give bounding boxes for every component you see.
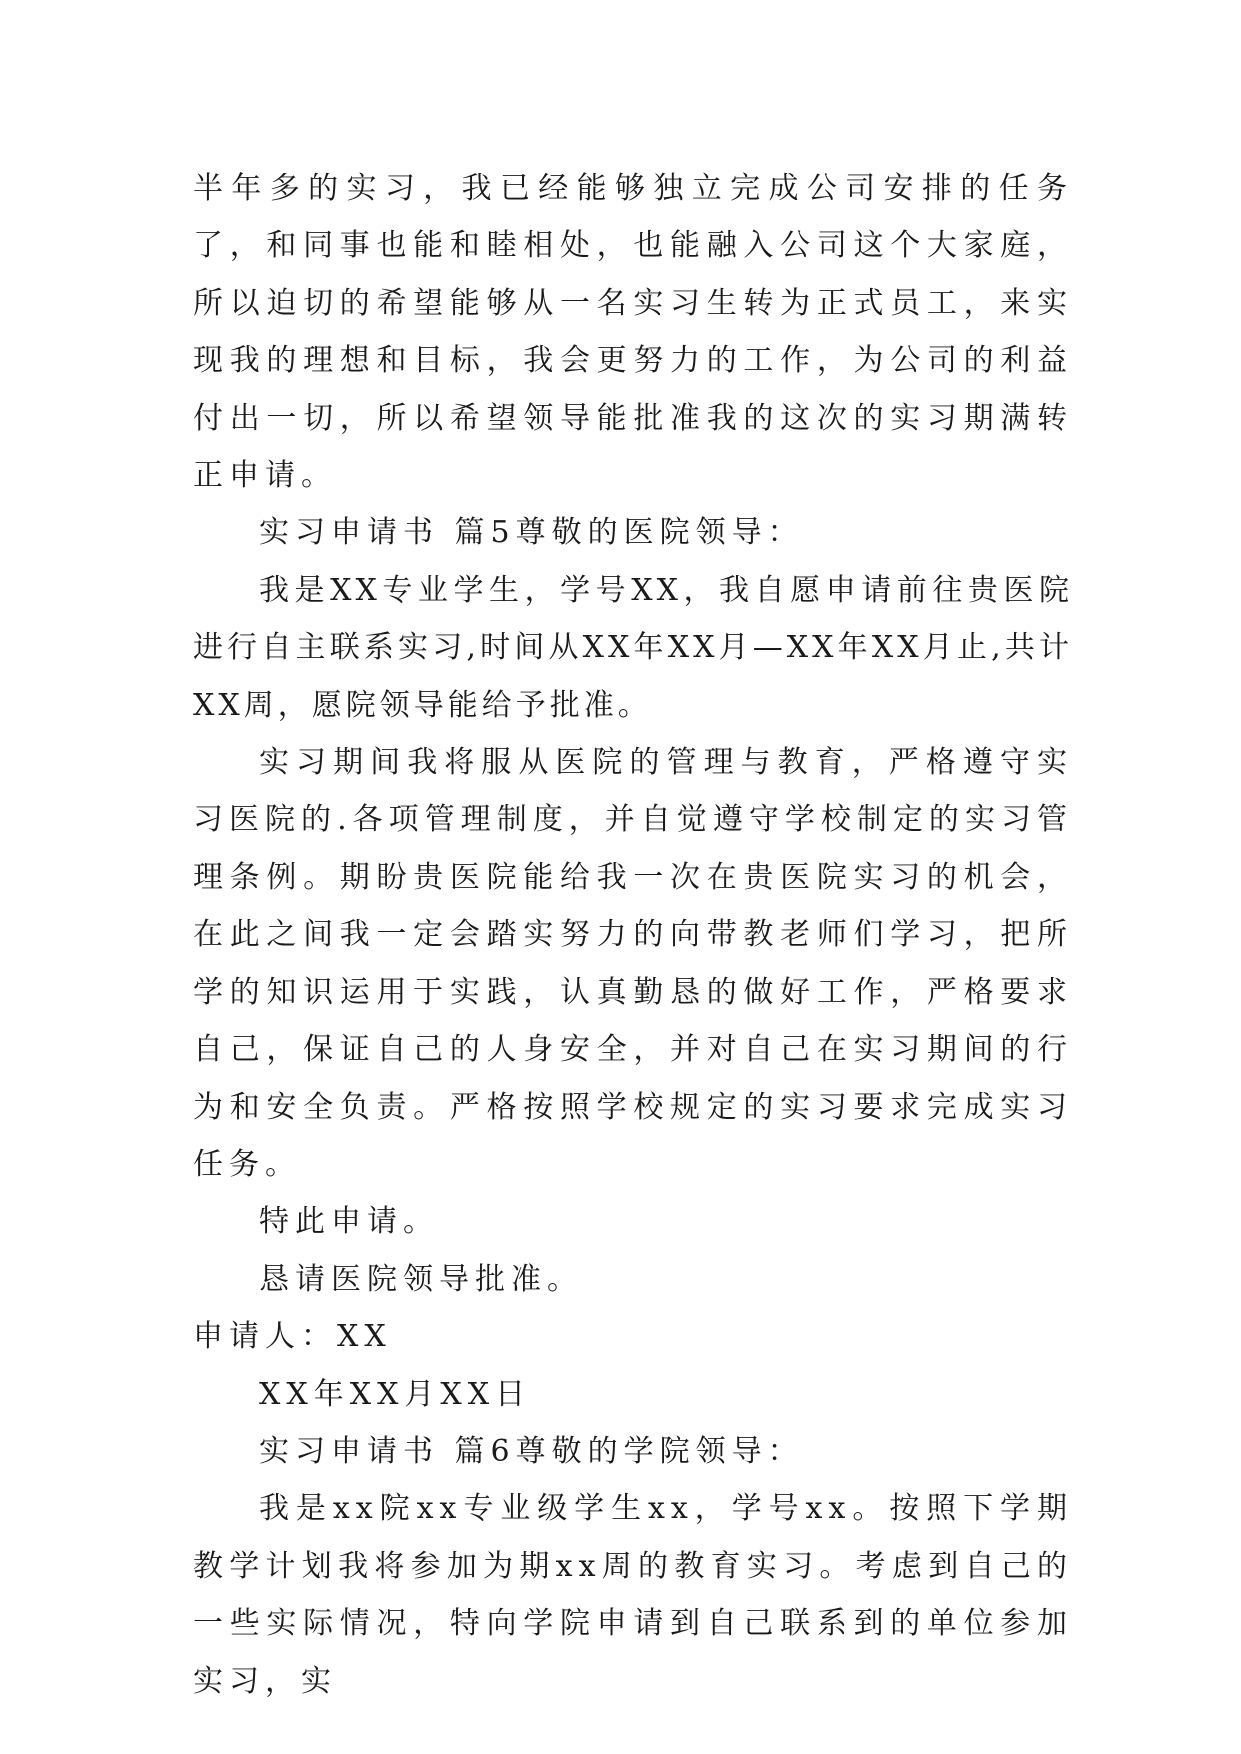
- paragraph-hospital-commitment: 实习期间我将服从医院的管理与教育，严格遵守实习医院的.各项管理制度，并自觉遵守学校制定的实习管理条例。期盼贵医院能给我一次在贵医院实习的机会，在此之间我一定会踏实努力的向带教老师们学习，把所学的知识运用于实践，认真勤恳的做好工作，严格要求自己，保证自己的人身安全，并对自己在实习期间的行为和安全负责。严格按照学校规定的实习要求完成实习任务。: [193, 745, 1073, 1182]
- applicant-signature: 申请人：XX: [193, 1319, 392, 1355]
- application-date: XX年XX月XX日: [259, 1376, 532, 1412]
- paragraph-hospital-intro: 我是XX专业学生，学号XX，我自愿申请前往贵医院进行自主联系实习,时间从XX年XX月—XX年XX月止,共计XX周，愿院领导能给予批准。: [193, 572, 1073, 723]
- paragraph-hereby-apply: 特此申请。: [259, 1204, 439, 1240]
- heading-application-6: 实习申请书 篇6尊敬的学院领导：: [259, 1433, 804, 1469]
- heading-application-5: 实习申请书 篇5尊敬的医院领导：: [259, 515, 804, 551]
- paragraph-transfer-request: 半年多的实习，我已经能够独立完成公司安排的任务了，和同事也能和睦相处，也能融入公司这个大家庭，所以迫切的希望能够从一名实习生转为正式员工，来实现我的理想和目标，我会更努力的工作，为公司的利益付出一切，所以希望领导能批准我的这次的实习期满转正申请。: [193, 171, 1073, 494]
- document-body: [193, 160, 1073, 1710]
- paragraph-college-intro: 我是xx院xx专业级学生xx，学号xx。按照下学期教学计划我将参加为期xx周的教育实习。考虑到自己的一些实际情况，特向学院申请到自己联系到的单位参加实习，实: [193, 1491, 1073, 1699]
- paragraph-request-approval: 恳请医院领导批准。: [259, 1261, 583, 1297]
